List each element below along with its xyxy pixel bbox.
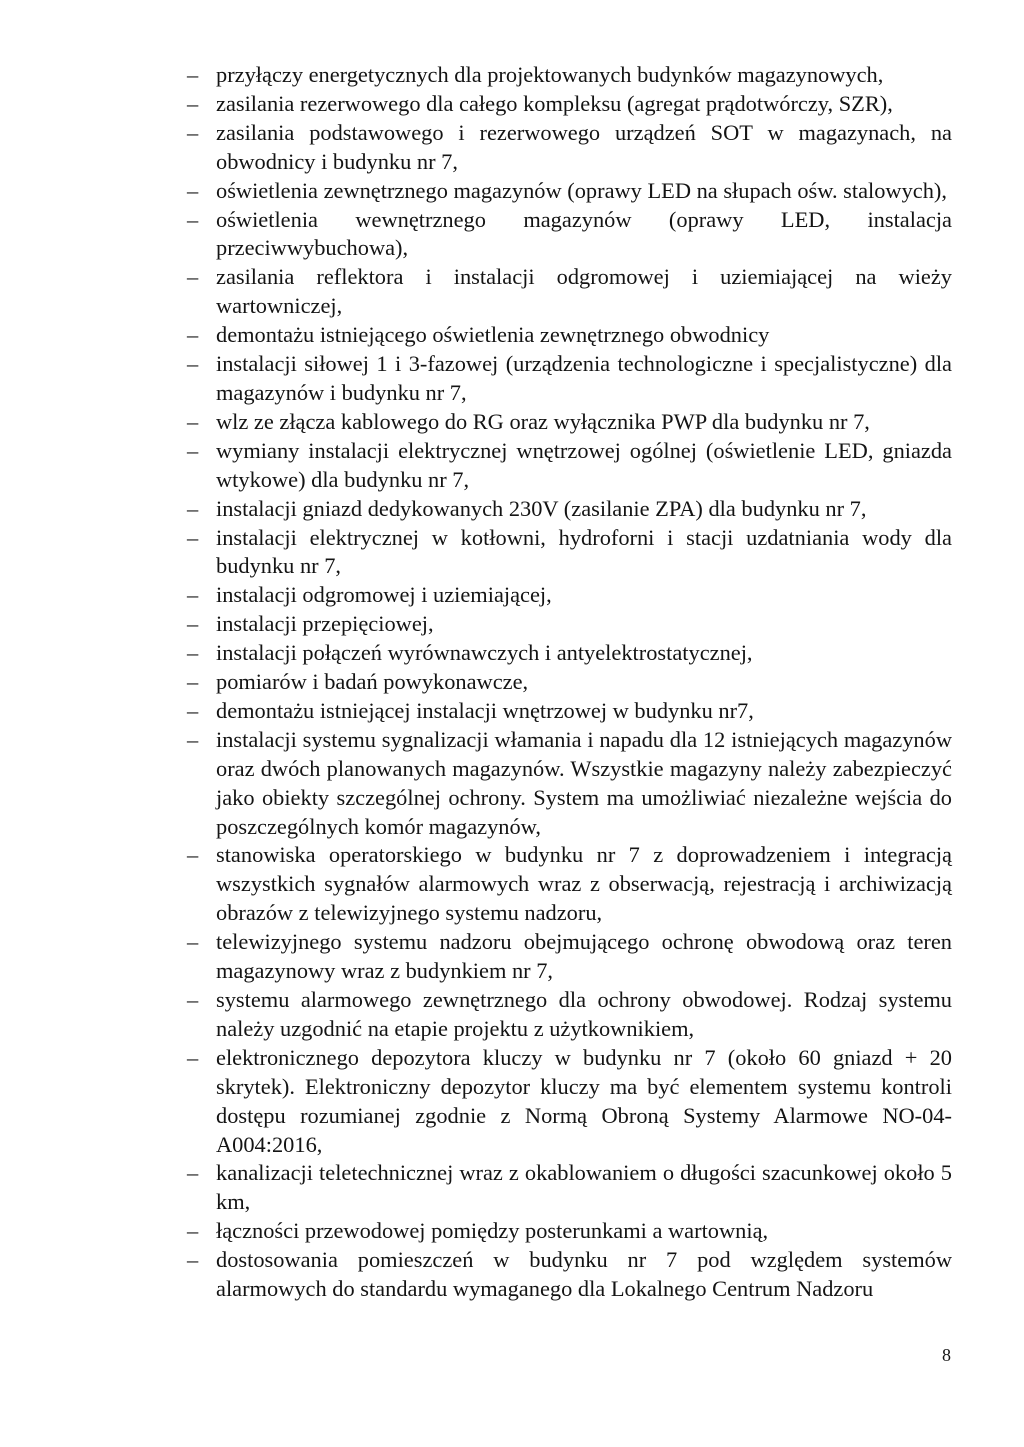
list-item xyxy=(187,928,952,986)
list-item xyxy=(187,206,952,264)
list-item-text: elektronicznego depozytora kluczy w budynku nr 7 (około 60 gniazd + 20 skrytek). Elektroniczny depozytor kluczy ma być elementem systemu kontroli dostępu rozumianej zgodnie z Normą Obroną Systemy Alarmowe NO-04-A004:2016, xyxy=(216,1044,952,1157)
dash-bullet: – xyxy=(187,987,199,1012)
requirements-list xyxy=(187,61,952,1304)
list-item xyxy=(187,437,952,495)
dash-bullet: – xyxy=(187,351,199,377)
dash-bullet: – xyxy=(187,408,199,434)
list-item xyxy=(187,350,952,408)
list-item xyxy=(187,119,952,177)
list-item xyxy=(187,408,952,437)
dash-bullet: – xyxy=(187,582,199,608)
dash-bullet: – xyxy=(187,62,199,87)
dash-bullet: – xyxy=(187,697,199,723)
list-item-text: wlz ze złącza kablowego do RG oraz wyłącznika PWP dla budynku nr 7, xyxy=(216,408,870,434)
list-item-text: oświetlenia wewnętrznego magazynów (oprawy LED, instalacja przeciwwybuchowa), xyxy=(216,206,952,261)
dash-bullet: – xyxy=(187,437,199,463)
list-item-text: dostosowania pomieszczeń w budynku nr 7 pod względem systemów alarmowych do standardu wymaganego dla Lokalnego Centrum Nadzoru xyxy=(216,1247,952,1302)
dash-bullet: – xyxy=(187,90,199,116)
dash-bullet: – xyxy=(187,726,199,752)
list-item-text: oświetlenia zewnętrznego magazynów (oprawy LED na słupach ośw. stalowych), xyxy=(216,177,947,203)
page-number: 8 xyxy=(942,1345,951,1365)
dash-bullet: – xyxy=(187,1247,199,1273)
dash-bullet: – xyxy=(187,1218,199,1244)
dash-bullet: – xyxy=(187,669,199,695)
dash-bullet: – xyxy=(187,640,199,666)
list-item xyxy=(187,524,952,582)
list-item-text: instalacji przepięciowej, xyxy=(216,611,434,637)
list-item-text: systemu alarmowego zewnętrznego dla ochrony obwodowej. Rodzaj systemu należy uzgodnić na etapie projektu z użytkownikiem, xyxy=(216,987,952,1041)
list-item xyxy=(187,61,952,90)
list-item xyxy=(187,177,952,206)
list-item-text: instalacji elektrycznej w kotłowni, hydroforni i stacji uzdatniania wody dla budynku nr 7, xyxy=(216,524,952,579)
list-item xyxy=(187,1159,952,1217)
dash-bullet: – xyxy=(187,264,199,290)
list-item xyxy=(187,90,952,119)
list-item-text: instalacji odgromowej i uziemiającej, xyxy=(216,582,552,608)
dash-bullet: – xyxy=(187,495,199,521)
dash-bullet: – xyxy=(187,1160,199,1186)
list-item xyxy=(187,263,952,321)
list-item-text: demontażu istniejącej instalacji wnętrzowej w budynku nr7, xyxy=(216,697,754,723)
dash-bullet: – xyxy=(187,929,199,955)
list-item-text: demontażu istniejącego oświetlenia zewnętrznego obwodnicy xyxy=(216,322,770,348)
list-item xyxy=(187,610,952,639)
dash-bullet: – xyxy=(187,611,199,637)
list-item xyxy=(187,1217,952,1246)
list-item-text: zasilania reflektora i instalacji odgromowej i uziemiającej na wieży wartowniczej, xyxy=(216,264,952,319)
list-item-text: zasilania podstawowego i rezerwowego urządzeń SOT w magazynach, na obwodnicy i budynku nr 7, xyxy=(216,119,952,174)
dash-bullet: – xyxy=(187,524,199,550)
list-item xyxy=(187,726,952,842)
list-item-text: stanowiska operatorskiego w budynku nr 7 z doprowadzeniem i integracją wszystkich sygnałów alarmowych wraz z obserwacją, rejestracją i archiwizacją obrazów z telewizyjnego systemu nadzoru, xyxy=(216,842,952,926)
list-item-text: instalacji systemu sygnalizacji włamania i napadu dla 12 istniejących magazynów oraz dwóch planowanych magazynów. Wszystkie magazyny należy zabezpieczyć jako obiekty szczególnej ochrony. System ma umożliwiać niezależne wejścia do poszczególnych komór magazynów, xyxy=(216,726,952,839)
list-item-text: wymiany instalacji elektrycznej wnętrzowej ogólnej (oświetlenie LED, gniazda wtykowe) dla budynku nr 7, xyxy=(216,437,952,492)
list-item xyxy=(187,1044,952,1160)
list-item-text: zasilania rezerwowego dla całego kompleksu (agregat prądotwórczy, SZR), xyxy=(216,90,893,116)
dash-bullet: – xyxy=(187,206,199,232)
list-item xyxy=(187,841,952,928)
list-item-text: łączności przewodowej pomiędzy posterunkami a wartownią, xyxy=(216,1218,769,1244)
list-item xyxy=(187,668,952,697)
list-item xyxy=(187,495,952,524)
dash-bullet: – xyxy=(187,842,199,868)
dash-bullet: – xyxy=(187,322,199,348)
dash-bullet: – xyxy=(187,119,199,145)
list-item xyxy=(187,321,952,350)
list-item xyxy=(187,986,952,1044)
list-item xyxy=(187,1246,952,1304)
list-item-text: pomiarów i badań powykonawcze, xyxy=(216,669,529,695)
list-item-text: instalacji siłowej 1 i 3-fazowej (urządzenia technologiczne i specjalistyczne) dla magazynów i budynku nr 7, xyxy=(216,351,952,405)
list-item xyxy=(187,639,952,668)
list-item-text: instalacji gniazd dedykowanych 230V (zasilanie ZPA) dla budynku nr 7, xyxy=(216,495,867,521)
list-item-text: kanalizacji teletechnicznej wraz z okablowaniem o długości szacunkowej około 5 km, xyxy=(216,1160,952,1215)
dash-bullet: – xyxy=(187,177,199,203)
list-item-text: telewizyjnego systemu nadzoru obejmującego ochronę obwodową oraz teren magazynowy wraz z budynkiem nr 7, xyxy=(216,929,952,984)
list-item-text: przyłączy energetycznych dla projektowanych budynków magazynowych, xyxy=(216,62,884,87)
list-item-text: instalacji połączeń wyrównawczych i antyelektrostatycznej, xyxy=(216,640,753,666)
list-item xyxy=(187,581,952,610)
dash-bullet: – xyxy=(187,1044,199,1070)
list-item xyxy=(187,697,952,726)
